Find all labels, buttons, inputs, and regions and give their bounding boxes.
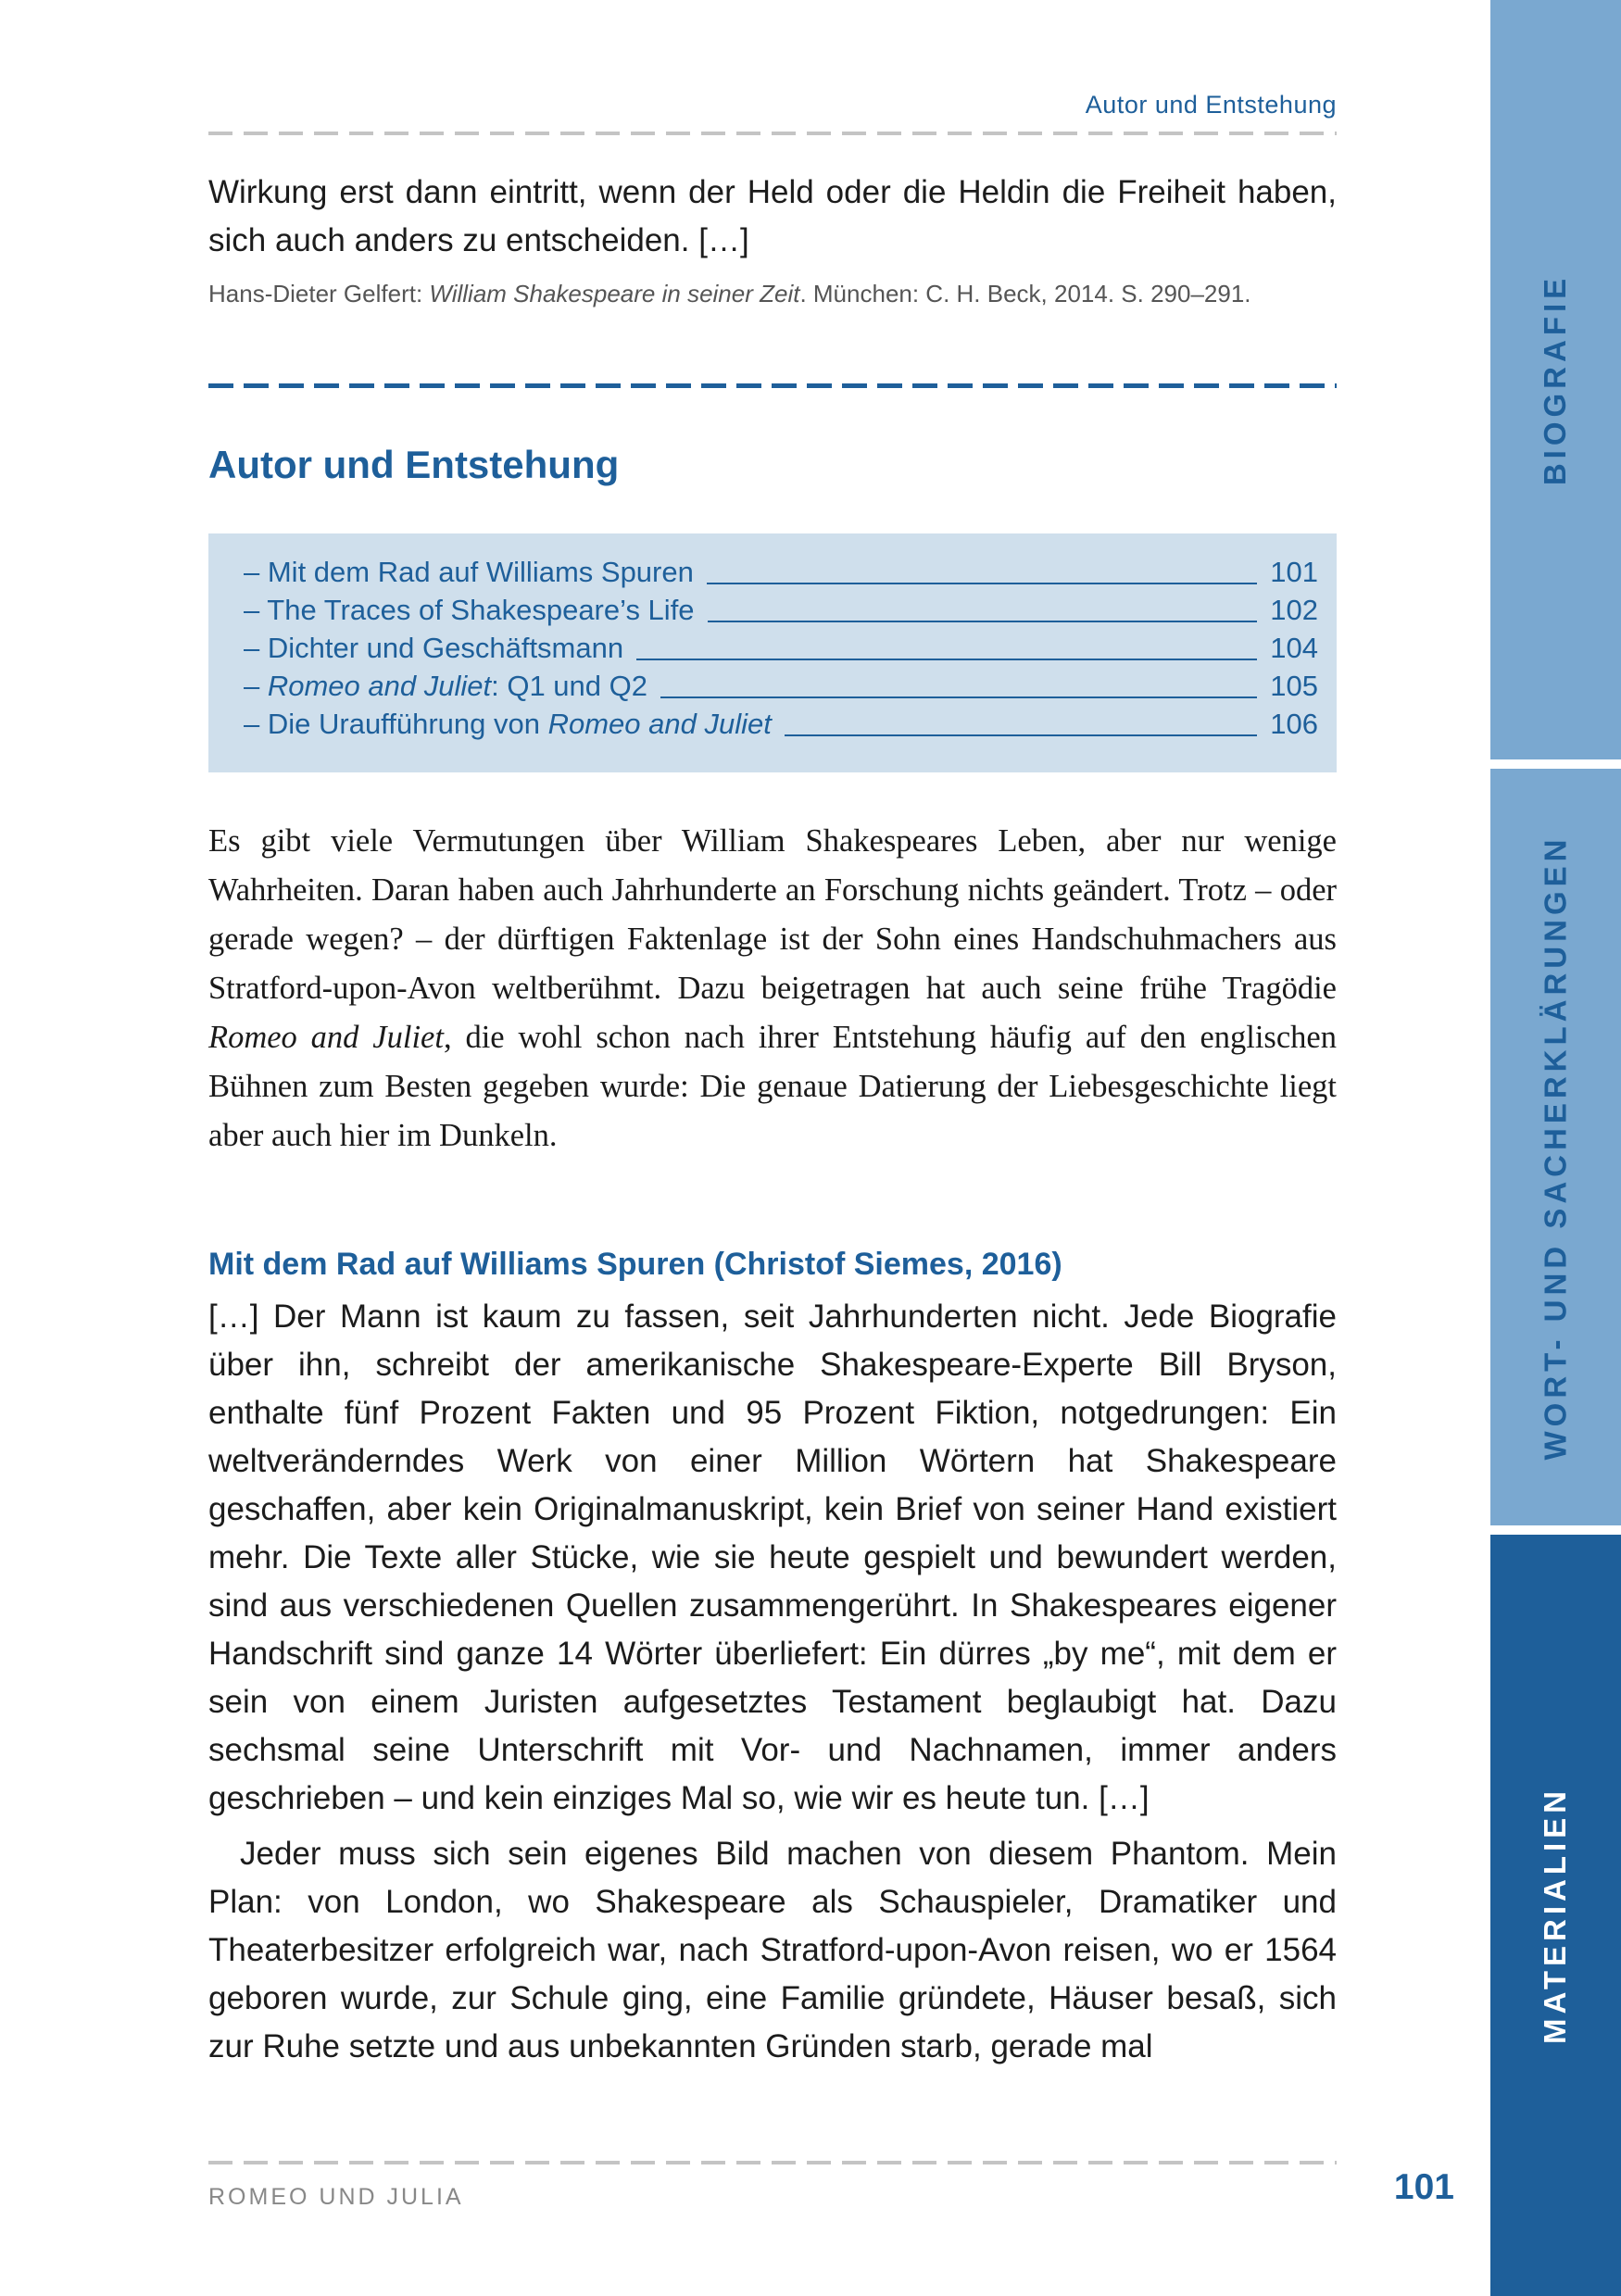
toc-entry-label: – Romeo and Juliet: Q1 und Q2 [244, 670, 647, 702]
intro-paragraph: Es gibt viele Vermutungen über William Shakespeares Leben, aber nur wenige Wahrheiten. Daran haben auch Jahrhunderte an Forschung nichts geändert. Trotz – oder gerade wegen? – der dürftigen Faktenlage ist der Sohn eines Handschuhmachers aus Stratford-upon-Avon weltberühmt. Dazu beigetragen hat auch seine frühe Tragödie Romeo and Juliet, die wohl schon nach ihrer Entstehung häufig auf den englischen Bühnen zum Besten gegeben wurde: Die genaue Datierung der Liebesgeschichte liegt aber auch hier im Dunkeln. [208, 823, 1337, 1153]
toc-entry-label: – Die Uraufführung von Romeo and Juliet [244, 708, 772, 740]
toc-entry-page: 101 [1270, 556, 1318, 588]
toc-entry[interactable] [244, 594, 1318, 632]
header-divider [208, 132, 1337, 135]
toc-leader-line [708, 621, 1258, 622]
toc-entry-page: 105 [1270, 670, 1318, 702]
toc-leader-line [636, 659, 1257, 660]
toc-entry-label: – The Traces of Shakespeare’s Life [244, 594, 695, 626]
toc-entry-label: – Mit dem Rad auf Williams Spuren [244, 556, 694, 588]
citation-publisher: . München: C. H. Beck, 2014. S. 290–291. [799, 280, 1251, 307]
side-tab-wort-und-sacherklaerungen[interactable] [1490, 769, 1621, 1525]
article-paragraph-2: Jeder muss sich sein eigenes Bild machen von diesem Phantom. Mein Plan: von London, wo Shakespeare als Schauspieler, Dramatiker und Theaterbesitzer erfolgreich war, nach Stratford-upon-Avon reisen, wo er 1564 geboren wurde, zur Schule ging, eine Familie gründete, Häuser besaß, sich zur Ruhe setzte und aus unbekannten Gründen starb, gerade mal [208, 1836, 1337, 2064]
toc-entry-label: – Dichter und Geschäftsmann [244, 632, 624, 664]
side-tab-label: BIOGRAFIE [1538, 273, 1573, 486]
footer-book-title: ROMEO UND JULIA [208, 2184, 464, 2210]
article-title: Mit dem Rad auf Williams Spuren (Christof Siemes, 2016) [208, 1247, 1062, 1282]
citation-author: Hans-Dieter Gelfert: [208, 280, 430, 307]
side-tab-materialien[interactable] [1490, 1535, 1621, 2296]
toc-entry[interactable] [244, 556, 1318, 594]
article-paragraph-1: […] Der Mann ist kaum zu fassen, seit Jahrhunderten nicht. Jede Biografie über ihn, schreibt der amerikanische Shakespeare-Experte Bill Bryson, enthalte fünf Prozent Fakten und 95 Prozent Fiktion, notgedrungen: Ein weltveränderndes Werk von einer Million Wörtern hat Shakespeare geschaffen, aber kein Originalmanuskript, kein Brief von seiner Hand existiert mehr. Die Texte aller Stücke, wie sie heute gespielt und bewundert werden, sind aus verschiedenen Quellen zusammengerührt. In Shakespeares eigener Handschrift sind ganze 14 Wörter überliefert: Ein dürres „by me“, mit dem er sein von einem Juristen aufgesetztes Testament beglaubigt hat. Dazu sechsmal seine Unterschrift mit Vor- und Nachnamen, immer anders geschrieben – und kein einziges Mal so, wie wir es heute tun. […] [208, 1299, 1337, 1816]
page-number: 101 [1393, 2167, 1454, 2207]
toc-leader-line [707, 583, 1257, 584]
toc-box [208, 533, 1337, 772]
toc-entry-page: 102 [1270, 594, 1318, 626]
side-tab-biografie[interactable] [1490, 0, 1621, 759]
toc-leader-line [785, 734, 1257, 736]
citation-title: William Shakespeare in seiner Zeit [429, 280, 800, 307]
running-head: Autor und Entstehung [1085, 91, 1337, 119]
section-divider [208, 383, 1337, 388]
toc-entry-page: 106 [1270, 708, 1318, 740]
footer-divider [208, 2161, 1337, 2164]
side-tab-label: WORT- UND SACHERKLÄRUNGEN [1538, 834, 1573, 1460]
section-title: Autor und Entstehung [208, 443, 620, 486]
toc-entry[interactable] [244, 708, 1318, 746]
toc-entry[interactable] [244, 632, 1318, 670]
side-tab-label: MATERIALIEN [1538, 1786, 1573, 2045]
toc-leader-line [660, 696, 1257, 698]
intro-italic-title: Romeo and Juliet [208, 1020, 444, 1055]
quote-end-text: Wirkung erst dann eintritt, wenn der Held oder die Heldin die Freiheit haben, sich auch anders zu entscheiden. […] [208, 174, 1337, 258]
toc-entry[interactable] [244, 670, 1318, 708]
citation [208, 280, 1337, 308]
toc-entry-page: 104 [1270, 632, 1318, 664]
